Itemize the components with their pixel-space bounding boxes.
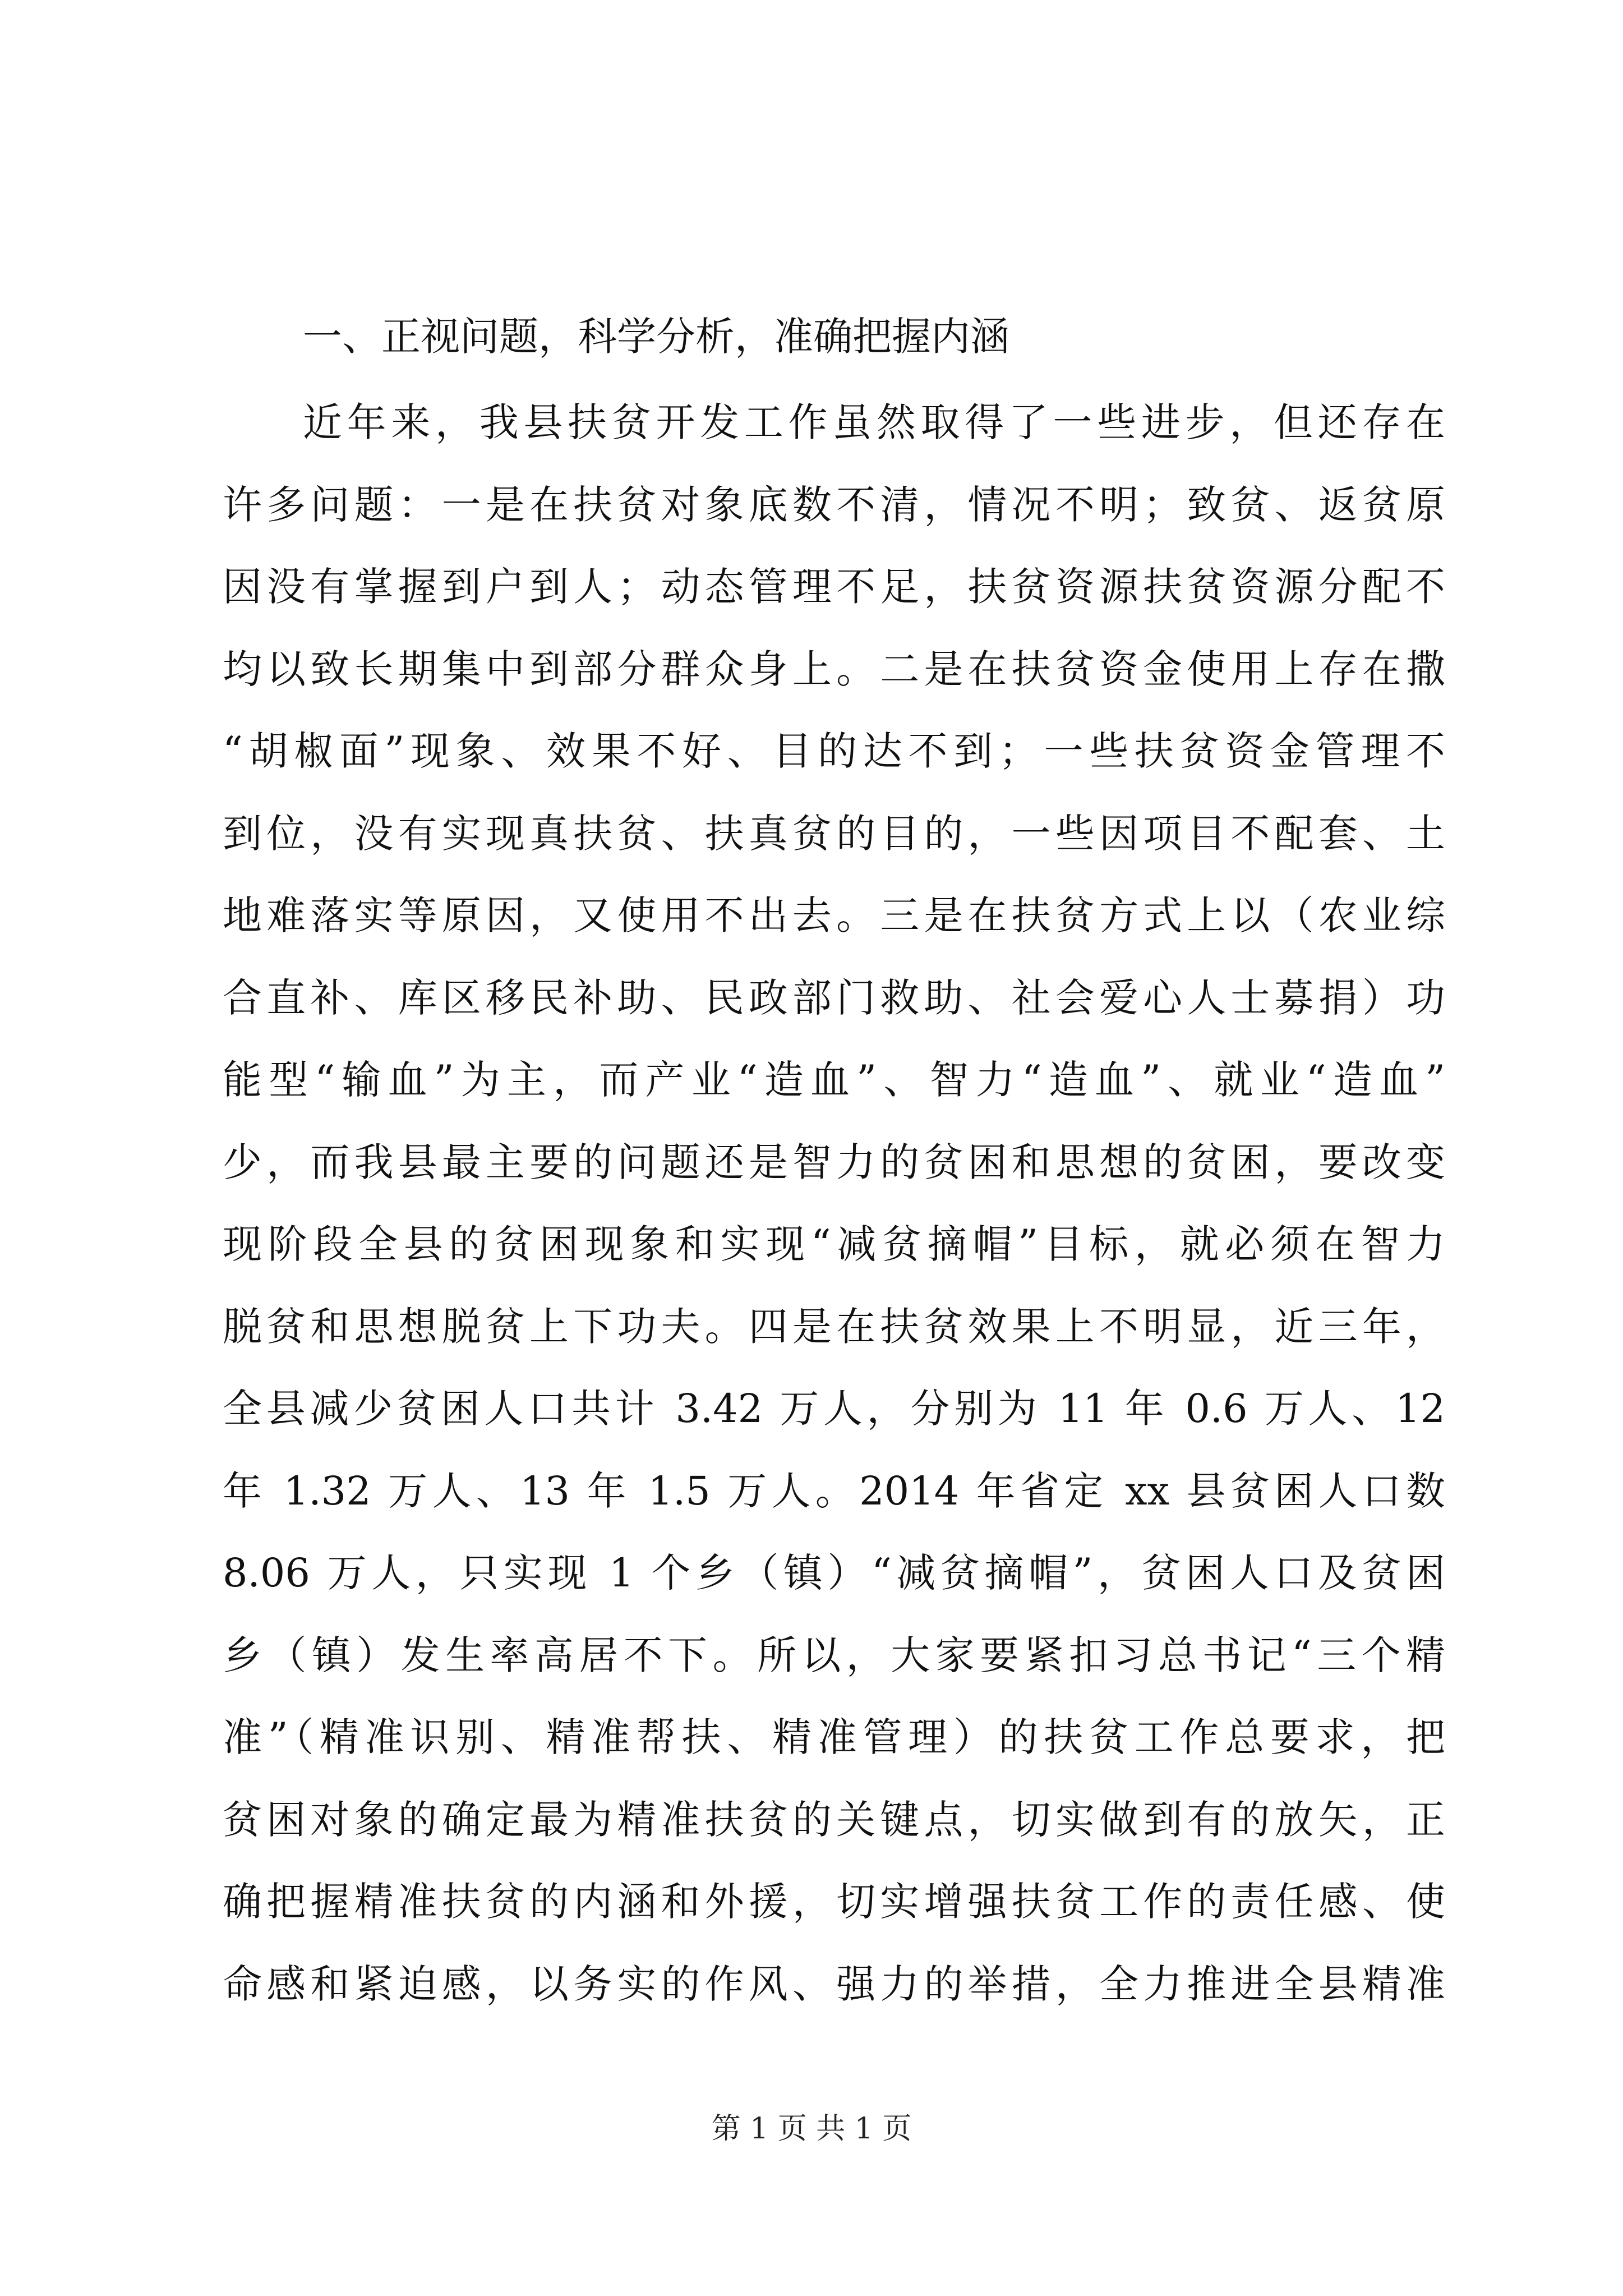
paragraph-line: 到位，没有实现真扶贫、扶真贫的目的，一些因项目不配套、土	[223, 810, 1445, 857]
paragraph-line: 命感和紧迫感，以务实的作风、强力的举措，全力推进全县精准	[223, 1961, 1445, 2007]
paragraph-line: 乡（镇）发生率高居不下。所以，大家要紧扣习总书记“三个精	[223, 1632, 1445, 1678]
paragraph-line: 贫困对象的确定最为精准扶贫的关键点，切实做到有的放矢，正	[223, 1796, 1445, 1843]
paragraph-line: 合直补、库区移民补助、民政部门救助、社会爱心人士募捐）功	[223, 974, 1445, 1021]
paragraph-line: 地难落实等原因，又使用不出去。三是在扶贫方式上以（农业综	[223, 892, 1445, 938]
paragraph-line: 均以致长期集中到部分群众身上。二是在扶贫资金使用上存在撒	[223, 646, 1445, 692]
paragraph-line: 近年来，我县扶贫开发工作虽然取得了一些进步，但还存在	[303, 399, 1445, 445]
paragraph-line: 确把握精准扶贫的内涵和外援，切实增强扶贫工作的责任感、使	[223, 1879, 1445, 1925]
paragraph-line: 准”（精准识别、精准帮扶、精准管理）的扶贫工作总要求，把	[223, 1714, 1445, 1760]
paragraph-line: 现阶段全县的贫困现象和实现“减贫摘帽”目标，就必须在智力	[223, 1221, 1445, 1267]
paragraph-line: 全县减少贫困人口共计 3.42 万人，分别为 11 年 0.6 万人、12	[223, 1386, 1445, 1432]
paragraph-line: “胡椒面”现象、效果不好、目的达不到；一些扶贫资金管理不	[223, 728, 1445, 774]
paragraph-line: 能型“输血”为主，而产业“造血”、智力“造血”、就业“造血”	[223, 1057, 1445, 1103]
body-paragraph	[223, 381, 1445, 2025]
paragraph-line: 年 1.32 万人、13 年 1.5 万人。2014 年省定 xx 县贫困人口数	[223, 1467, 1445, 1514]
page-footer: 第 1 页 共 1 页	[711, 2112, 912, 2146]
section-heading: 一、正视问题，科学分析，准确把握内涵	[303, 314, 1009, 360]
paragraph-line: 脱贫和思想脱贫上下功夫。四是在扶贫效果上不明显，近三年，	[223, 1303, 1445, 1350]
paragraph-line: 许多问题：一是在扶贫对象底数不清，情况不明；致贫、返贫原	[223, 481, 1445, 528]
paragraph-line: 少，而我县最主要的问题还是智力的贫困和思想的贫困，要改变	[223, 1139, 1445, 1185]
paragraph-line: 因没有掌握到户到人；动态管理不足，扶贫资源扶贫资源分配不	[223, 564, 1445, 610]
paragraph-line: 8.06 万人，只实现 1 个乡（镇）“减贫摘帽”，贫困人口及贫困	[223, 1550, 1445, 1596]
